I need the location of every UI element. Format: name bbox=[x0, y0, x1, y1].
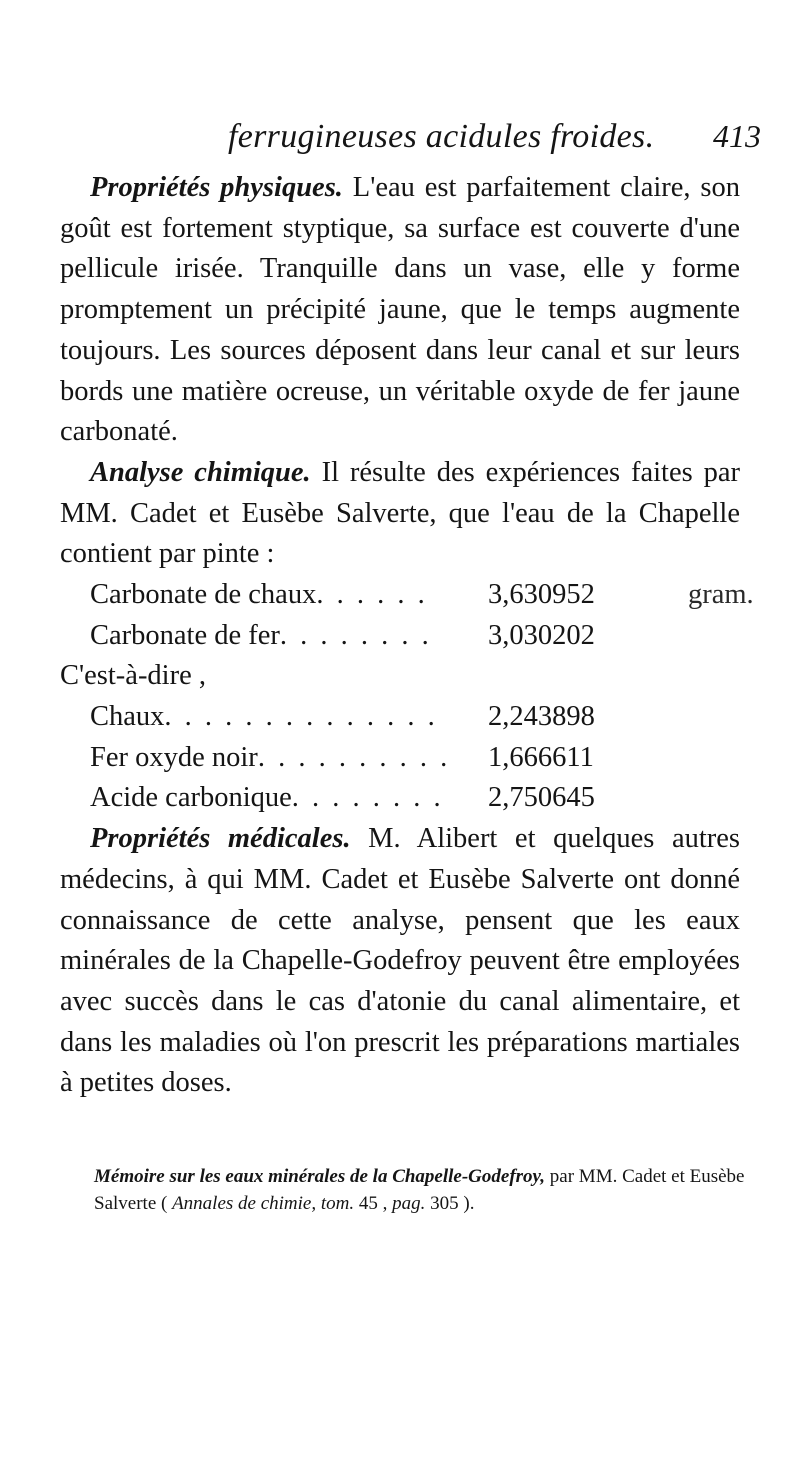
footnote-journal: Annales de chimie, tom. bbox=[172, 1193, 355, 1214]
row-name: Carbonate de fer bbox=[90, 619, 280, 651]
row-name: Fer oxyde noir bbox=[90, 741, 258, 773]
row-value: 1,666611 bbox=[488, 741, 594, 773]
leader-dots: . . . . . . . . bbox=[279, 619, 432, 651]
chemical-analysis-paragraph bbox=[60, 453, 740, 575]
footnote-page: 305 ). bbox=[425, 1193, 475, 1214]
row-unit: gram. bbox=[688, 579, 754, 611]
running-header bbox=[0, 118, 800, 162]
footnote-volume: 45 , bbox=[354, 1193, 393, 1214]
footnote-title: Mémoire sur les eaux minérales de la Chapelle-Godefroy, bbox=[94, 1166, 546, 1187]
leader-dots: . . . . . . bbox=[316, 579, 428, 611]
analysis-table bbox=[60, 575, 754, 819]
physical-properties-text: L'eau est parfaitement claire, son goût est fortement styptique, sa surface est couverte d'une pellicule irisée. Tranquille dans un vase, elle y forme promptement un précipité jaune, que le temps augmente toujours. Les sources déposent dans leur canal et sur leurs bords une matière ocreuse, un véritable oxyde de fer jaune carbonaté. bbox=[60, 172, 741, 448]
row-name: Acide carbonique bbox=[90, 782, 292, 814]
row-name: Chaux bbox=[90, 701, 165, 733]
analysis-subhead: C'est-à-dire , bbox=[60, 660, 206, 692]
footnote-citation bbox=[94, 1163, 754, 1217]
physical-properties-label: Propriétés physiques. bbox=[90, 172, 343, 203]
chemical-analysis-text: Il résulte des expériences faites par MM. Cadet et Eusèbe Salverte, que l'eau de la Chapelle contient par pinte : bbox=[60, 456, 740, 570]
footnote-authors: par MM. Cadet et Eusèbe Salverte ( bbox=[94, 1166, 745, 1214]
analysis-row bbox=[60, 575, 754, 616]
leader-dots: . . . . . . . . . . . . . . bbox=[164, 701, 438, 733]
row-value: 3,030202 bbox=[488, 619, 595, 651]
analysis-row bbox=[60, 697, 740, 738]
row-name: Carbonate de chaux bbox=[90, 579, 317, 611]
analysis-row bbox=[60, 616, 740, 657]
page-body bbox=[60, 168, 754, 1104]
chemical-analysis-label: Analyse chimique. bbox=[90, 456, 311, 488]
row-value: 3,630952 bbox=[488, 579, 595, 611]
leader-dots: . . . . . . . . bbox=[291, 782, 444, 814]
analysis-row bbox=[60, 738, 740, 779]
medical-properties-paragraph bbox=[60, 819, 740, 1104]
page-number: 413 bbox=[713, 118, 761, 154]
footnote-page-label: pag. bbox=[392, 1193, 426, 1214]
analysis-row bbox=[60, 778, 740, 819]
medical-properties-label: Propriétés médicales. bbox=[90, 823, 351, 855]
leader-dots: . . . . . . . . . . bbox=[257, 741, 451, 773]
row-value: 2,243898 bbox=[488, 701, 595, 733]
row-value: 2,750645 bbox=[488, 782, 595, 814]
physical-properties-paragraph bbox=[60, 168, 740, 453]
medical-properties-text: M. Alibert et quelques autres médecins, à qui MM. Cadet et Eusèbe Salverte ont donné connaissance de cette analyse, pensent que les eaux minérales de la Chapelle-Godefroy peuvent être employées avec succès dans le cas d'atonie du canal alimentaire, et dans les maladies où l'on prescrit les préparations martiales à petites doses. bbox=[60, 823, 741, 1099]
running-title: ferrugineuses acidules froides. bbox=[228, 118, 655, 155]
